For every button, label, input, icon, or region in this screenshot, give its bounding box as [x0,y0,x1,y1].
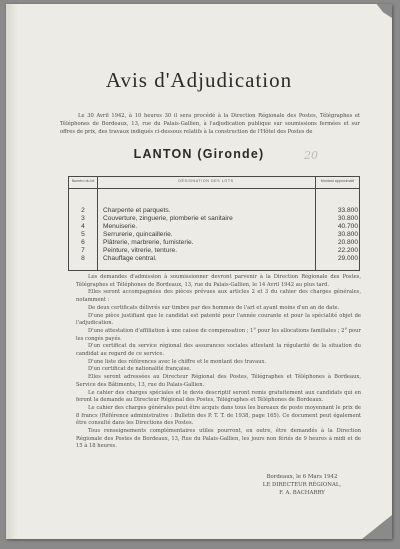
signature-name: F. A. BACHARRY [279,490,325,496]
body-paragraph: Elles seront adressées au Directeur Régional des Postes, Télégraphes et Téléphones à Bordeaux, Service des Bâtiments, 13, rue du Palais-Gallien. [76,374,361,388]
lot-number: 3 [81,215,85,222]
header-designation: DÉSIGNATION DES LOTS [178,179,234,183]
body-paragraph: D'un certificat du service régional des assurances sociales attestant la régularité de la situation du candidat au regard de ce service. [76,343,361,358]
lot-designation: Chauffage central. [103,255,157,262]
torn-corner-top [370,4,392,18]
lot-designation: Peinture, vitrerie, tenture. [103,247,178,254]
table-row [69,207,359,215]
lot-amount: 30.800 [337,215,358,222]
lot-amount: 20.800 [337,239,358,246]
lot-number: 4 [81,223,85,230]
notice-body [76,274,361,451]
body-paragraph: Les demandes d'admission à soumissionner devront parvenir à la Direction Régionale des Postes, Télégraphes et Téléphones de Bordeaux, 13, rue du Palais-Gallien, le 14 Avril 1942 au plus tard. [76,274,361,288]
lot-amount: 40.700 [337,223,358,230]
body-paragraph: Le cahier des charges spéciales et le devis descriptif seront remis gratuitement aux candidats qui en feront la demande au Directeur Régional des Postes, Télégraphes et Téléphones de Bordeaux. [76,389,361,404]
body-paragraph: De deux certificats délivrés sur timbre par des hommes de l'art et ayant moins d'un an de date. [88,304,340,311]
lot-designation: Charpente et parquets. [103,207,171,214]
table-row [69,215,359,223]
table-row [69,255,359,263]
body-paragraph: D'une pièce justifiant que le candidat est patenté pour l'année courante et pour la spécialité objet de l'adjudication. [76,312,361,327]
torn-corner-bottom [362,515,392,539]
notice-intro: Le 30 Avril 1942, à 10 heures 30 il sera procédé à la Direction Régionale des Postes, Télégraphes et Téléphones de Bordeaux, 13, rue du Palais-Gallien, à l'adjudication publique sur soumissions fermées et sur offres de prix, des travaux indiqués ci-dessous relatifs à la construction de l'Hôtel des Postes de [60,113,360,136]
body-paragraph: D'un certificat de nationalité française. [88,366,192,373]
handwritten-note: 20 [304,149,318,162]
lot-amount: 29.000 [337,255,358,262]
lot-number: 5 [81,231,85,238]
notice-title: Avis d'Adjudication [105,68,293,92]
lot-designation: Menuiserie. [103,223,138,230]
lot-number: 8 [81,255,85,262]
lot-designation: Plâtrerie, marbrerie, fumisterie. [103,239,194,246]
lot-designation: Couverture, zinguerie, plomberie et sanitaire [103,215,233,222]
body-paragraph: Tous renseignements complémentaires utiles pourront, en outre, être demandés à la Direction Régionale des Postes de Bordeaux, 13, Rue du Palais-Gallien, les jours non fériés de 9 heures à midi et de 15 à 18 heures. [76,428,361,450]
table-row [69,223,359,231]
table-row [69,231,359,239]
body-paragraph: D'une liste des références avec le chiffre et le montant des travaux. [88,358,267,365]
header-lot-number: Numéro du lot [71,179,95,183]
notice-sheet [6,4,392,539]
table-row [69,239,359,247]
lot-amount: 22.200 [337,247,358,254]
body-paragraph: D'une attestation d'affiliation à une caisse de compensation ; 1° pour les allocations familiales ; 2° pour les congés payés. [76,327,361,342]
signature-place-date: Bordeaux, le 6 Mars 1942 [266,474,338,480]
signature-role: LE DIRECTEUR RÉGIONAL, [262,482,342,488]
lot-number: 2 [81,207,85,214]
body-paragraph: Le cahier des charges générales peut être acquis dans tous les bureaux de poste moyennant le prix de 8 francs (Référence administrative : Bulletin des P. T. T. de 1938, page 165). Ce document peut également être consulté dans les Directions des Postes. [76,404,361,427]
lots-table [68,176,360,271]
lot-amount: 30.800 [337,231,358,238]
notice-place: LANTON (Gironde) [133,147,265,161]
signature-block [242,473,362,497]
table-row [69,247,359,255]
lot-amount: 33.800 [337,207,358,214]
header-amount: Montant approximatif [320,179,355,183]
lot-number: 7 [81,247,85,254]
lot-number: 6 [81,239,85,246]
lot-designation: Serrurerie, quincaillerie. [103,231,173,238]
body-paragraph: Elles seront accompagnées des pièces prévues aux articles 2 et 3 du cahier des charges générales, notamment : [76,289,361,304]
